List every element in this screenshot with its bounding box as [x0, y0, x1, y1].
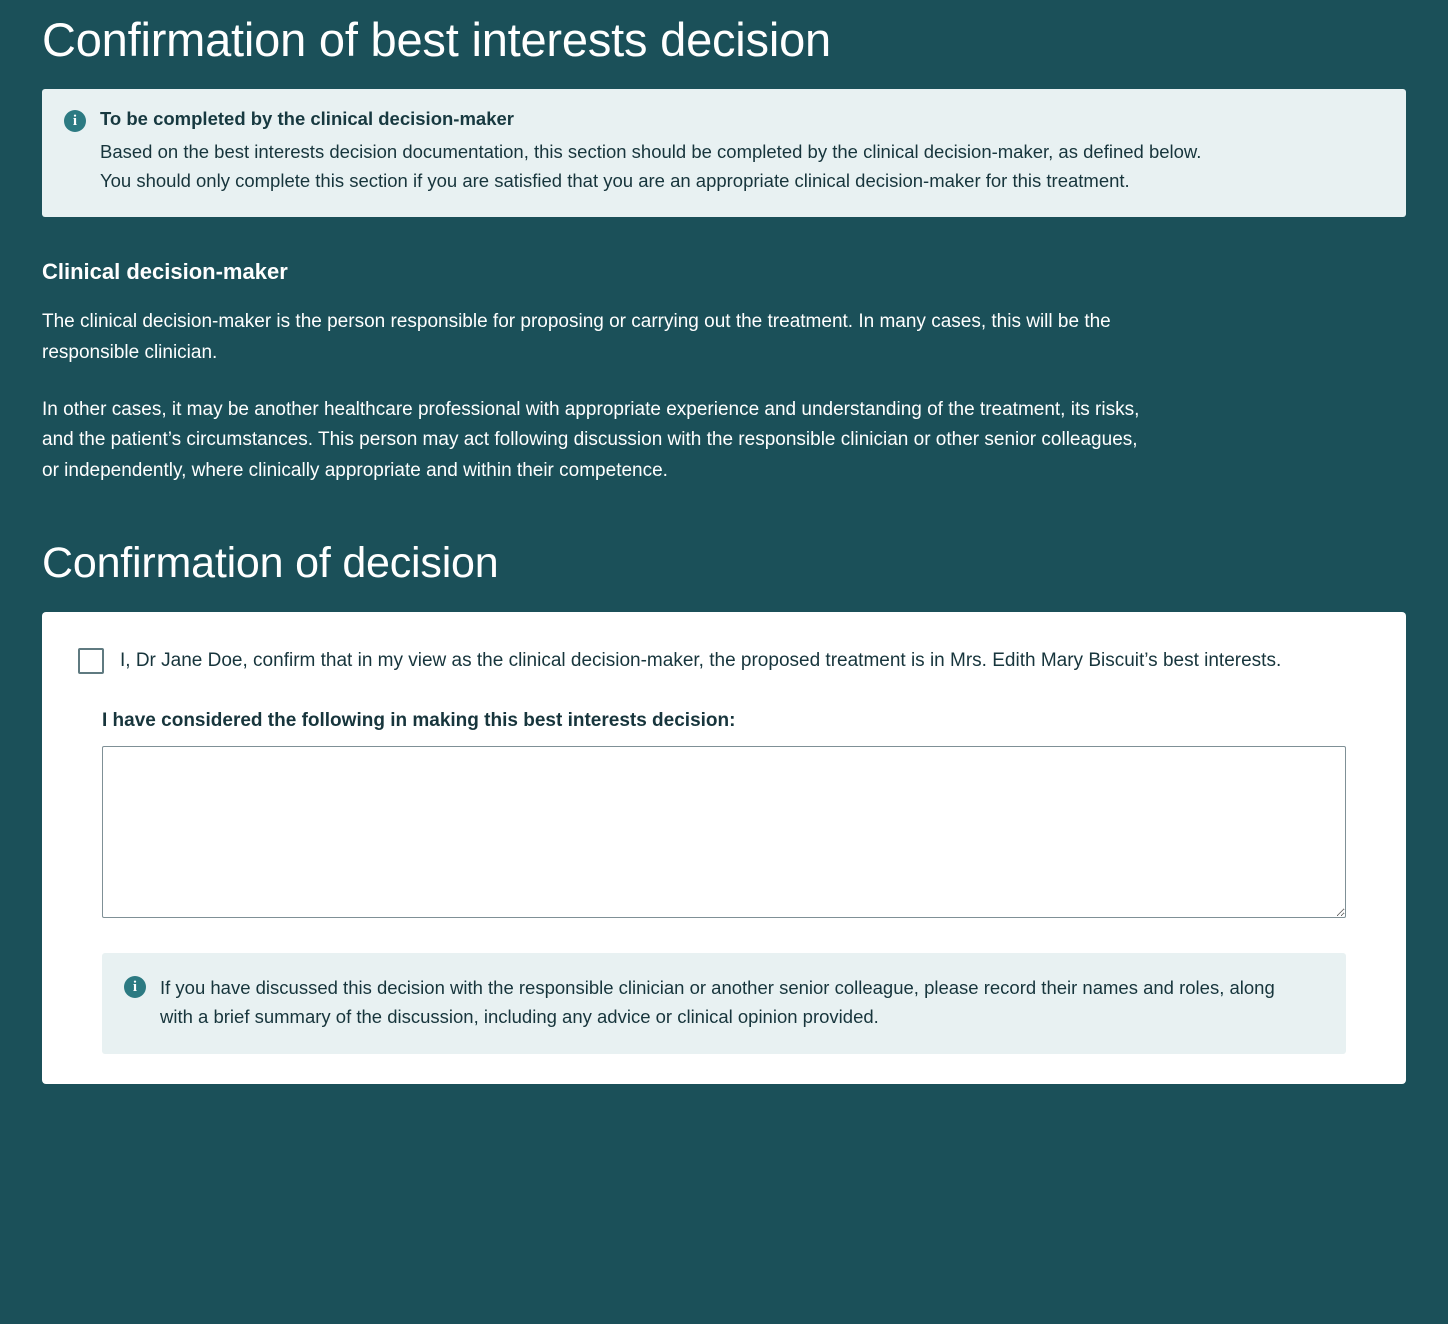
guidance-panel-title: To be completed by the clinical decision-maker — [100, 107, 514, 129]
guidance-panel — [42, 89, 1406, 217]
info-icon: i — [124, 976, 146, 998]
guidance-panel-text: Based on the best interests decision documentation, this section should be completed by the clinical decision-maker, as defined below. You should only complete this section if you are satisfied that you are an appropriate clinical decision-maker for this treatment. — [100, 140, 1202, 191]
page-container — [0, 14, 1448, 1084]
section-heading-clinical-decision-maker: Clinical decision-maker — [42, 259, 288, 285]
confirmation-card — [42, 612, 1406, 1084]
guidance-panel-body — [100, 107, 1384, 195]
decision-maker-paragraph-1: The clinical decision-maker is the person responsible for proposing or carrying out the treatment. In many cases, this will be the responsible clinician. — [42, 311, 1111, 363]
info-icon: i — [64, 110, 86, 132]
section-heading-confirmation-of-decision: Confirmation of decision — [42, 538, 499, 587]
discussion-guidance-panel — [102, 953, 1346, 1054]
discussion-guidance-text: If you have discussed this decision with the responsible clinician or another senior colleague, please record their names and roles, along with a brief summary of the discussion, including any advice or clinical opinion provided. — [160, 976, 1275, 1028]
considerations-textarea[interactable] — [102, 746, 1346, 918]
confirmation-checkbox-label: I, Dr Jane Doe, confirm that in my view as the clinical decision-maker, the proposed treatment is in Mrs. Edith Mary Biscuit’s best interests. — [120, 650, 1282, 672]
confirmation-checkbox-row[interactable] — [72, 646, 1376, 675]
discussion-guidance-body — [160, 973, 1322, 1032]
considerations-field-label: I have considered the following in making this best interests decision: — [102, 709, 736, 731]
decision-maker-paragraph-2: In other cases, it may be another healthcare professional with appropriate experience and understanding of the treatment, its risks, and the patient’s circumstances. This person may act following discussion with the responsible clinician or other senior colleagues, or independently, where clinically appropriate and within their competence. — [42, 398, 1140, 482]
confirmation-checkbox[interactable] — [78, 648, 104, 674]
considerations-field-wrap — [72, 746, 1376, 923]
page-title: Confirmation of best interests decision — [42, 13, 831, 66]
